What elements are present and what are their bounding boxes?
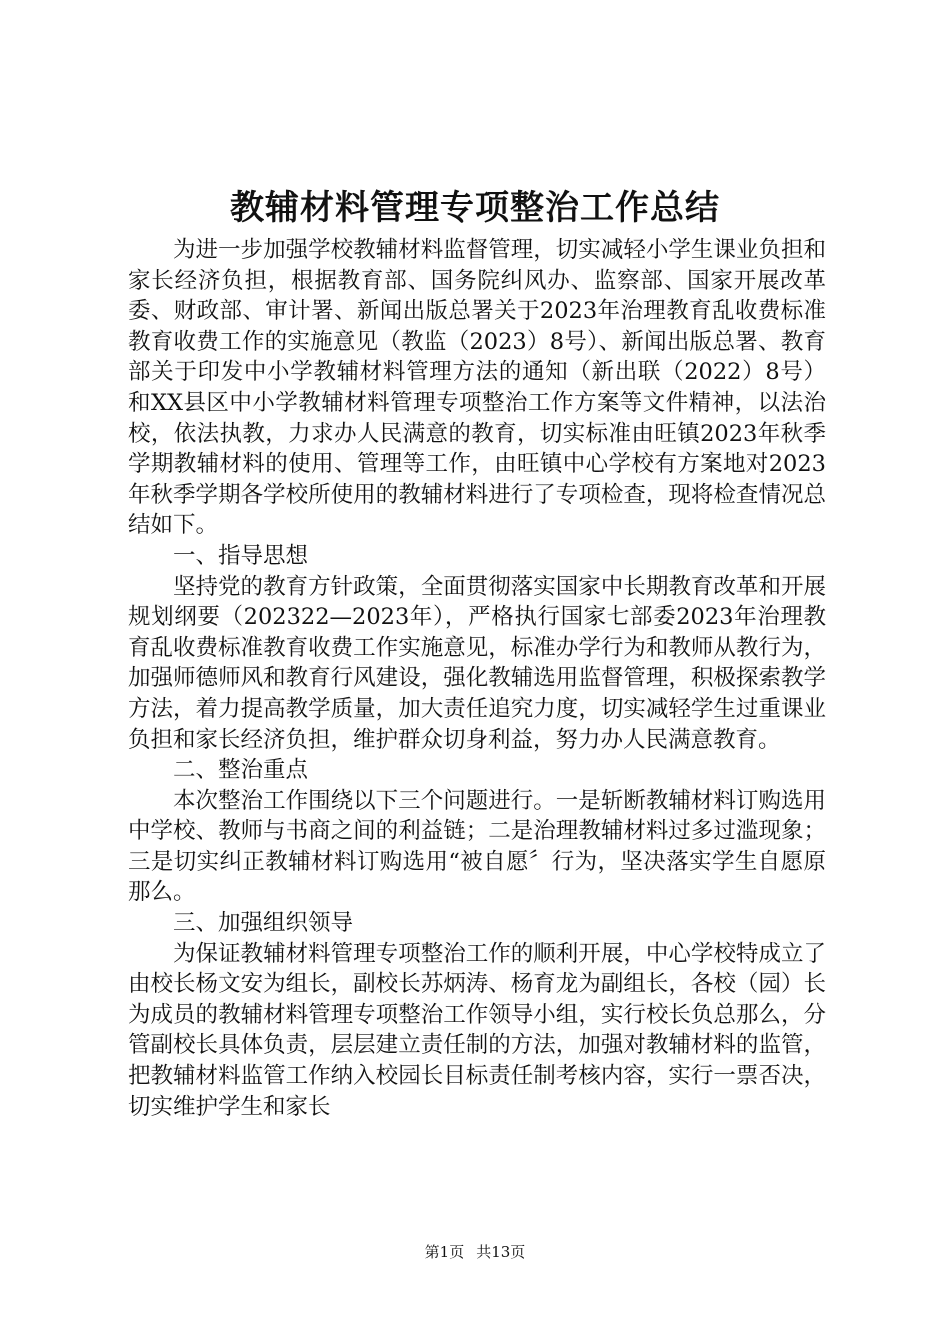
document-body (128, 235, 826, 1122)
paragraph-guiding-thought: 坚持党的教育方针政策，全面贯彻落实国家中长期教育改革和开展规划纲要（202322—2023年），严格执行国家七部委2023年治理教育乱收费标准教育收费工作实施意见，标准办学行为和教师从教行为，加强师德师风和教育行风建设，强化教辅选用监督管理，积极探索教学方法，着力提高教学质量，加大责任追究力度，切实减轻学生过重课业负担和家长经济负担，维护群众切身利益，努力办人民满意教育。 (128, 573, 826, 753)
document-title: 教辅材料管理专项整治工作总结 (230, 188, 720, 228)
paragraph-intro: 为进一步加强学校教辅材料监督管理，切实减轻小学生课业负担和家长经济负担，根据教育部、国务院纠风办、监察部、国家开展改革委、财政部、审计署、新闻出版总署关于2023年治理教育乱收费标准教育收费工作的实施意见（教监（2023）8号）、新闻出版总署、教育部关于印发中小学教辅材料管理方法的通知（新出联（2022）8号）和XX县区中小学教辅材料管理专项整治工作方案等文件精神，以法治校，依法执教，力求办人民满意的教育，切实标准由旺镇2023年秋季学期教辅材料的使用、管理等工作，由旺镇中心学校有方案地对2023年秋季学期各学校所使用的教辅材料进行了专项检查，现将检查情况总结如下。 (128, 237, 826, 539)
page-total: 共13页 (476, 1243, 526, 1261)
section-heading-guiding-thought: 一、指导思想 (173, 542, 309, 569)
page-footer (0, 1242, 950, 1262)
page-number: 第1页 (424, 1243, 465, 1261)
paragraph-key-points: 本次整治工作围绕以下三个问题进行。一是斩断教辅材料订购选用中学校、教师与书商之间的利益链；二是治理教辅材料过多过滥现象；三是切实纠正教辅材料订购选用“被自愿〞行为，坚决落实学生自愿原那么。 (128, 787, 826, 906)
section-heading-key-points: 二、整治重点 (173, 757, 309, 784)
section-heading-leadership: 三、加强组织领导 (173, 910, 354, 937)
paragraph-leadership: 为保证教辅材料管理专项整治工作的顺利开展，中心学校特成立了由校长杨文安为组长，副校长苏炳涛、杨育龙为副组长，各校（园）长为成员的教辅材料管理专项整治工作领导小组，实行校长负总那么，分管副校长具体负责，层层建立责任制的方法，加强对教辅材料的监管，把教辅材料监管工作纳入校园长目标责任制考核内容，实行一票否决，切实维护学生和家长 (128, 940, 826, 1120)
